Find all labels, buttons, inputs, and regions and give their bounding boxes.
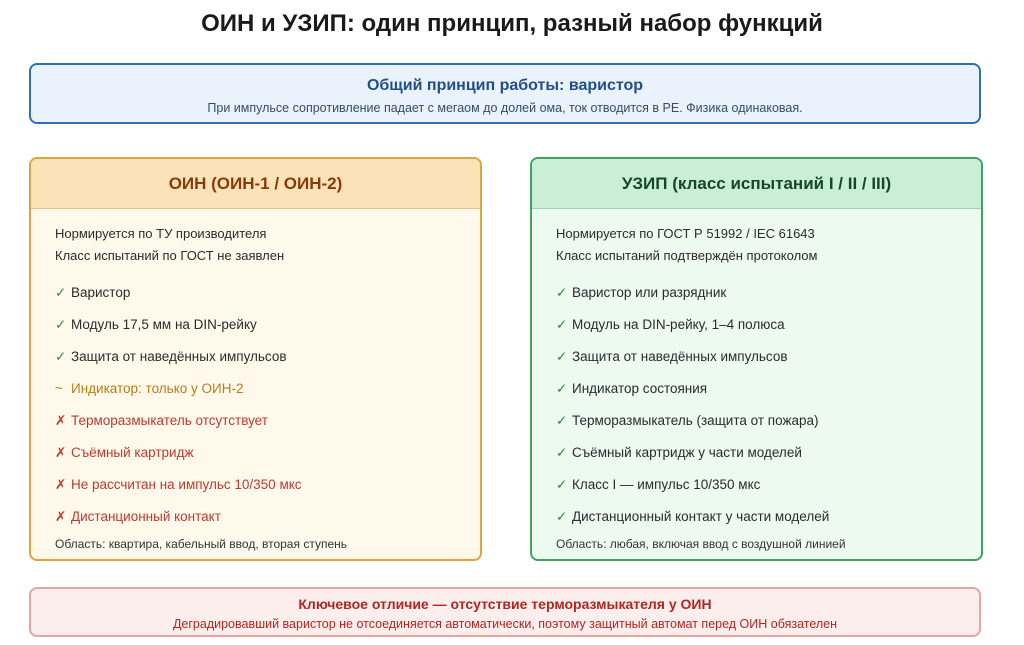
uzip-card: [530, 157, 983, 561]
principle-box: [29, 63, 981, 124]
principle-title: Общий принцип работы: варистор: [366, 77, 644, 94]
key-difference-box: [29, 587, 981, 637]
cross-icon: ✗: [55, 477, 67, 492]
principle-text: При импульсе сопротивление падает с мегаом до долей ома, ток отводится в PE. Физика одинаковая.: [207, 101, 803, 115]
feature-text: Класс I — импульс 10/350 мкс: [572, 477, 761, 492]
uzip-feature-item: [556, 373, 981, 405]
check-icon: ✓: [55, 349, 67, 364]
feature-text: Съёмный картридж: [71, 445, 194, 460]
feature-text: Защита от наведённых импульсов: [572, 349, 788, 364]
feature-text: Модуль 17,5 мм на DIN-рейку: [71, 317, 257, 332]
check-icon: ✓: [55, 285, 67, 300]
feature-text: Дистанционный контакт у части моделей: [572, 509, 830, 524]
uzip-norm-line: Нормируется по ГОСТ Р 51992 / IEC 61643: [556, 226, 815, 241]
feature-text: Терморазмыкатель отсутствует: [71, 413, 268, 428]
feature-text: Не рассчитан на импульс 10/350 мкс: [71, 477, 302, 492]
oin-feature-item: [55, 309, 480, 341]
uzip-feature-item: [556, 277, 981, 309]
oin-feature-list: [55, 277, 480, 533]
feature-text: Варистор: [71, 285, 131, 300]
oin-card: [29, 157, 482, 561]
feature-text: Варистор или разрядник: [572, 285, 727, 300]
check-icon: ✓: [556, 317, 568, 332]
oin-feature-item: [55, 405, 480, 437]
uzip-norm: [556, 223, 981, 267]
oin-norm: [55, 223, 480, 267]
oin-feature-item: [55, 437, 480, 469]
check-icon: ✓: [55, 317, 67, 332]
oin-card-header: ОИН (ОИН-1 / ОИН-2): [31, 159, 480, 209]
oin-feature-item: [55, 277, 480, 309]
oin-feature-item: [55, 373, 480, 405]
feature-text: Съёмный картридж у части моделей: [572, 445, 802, 460]
cross-icon: ✗: [55, 413, 67, 428]
oin-feature-item: [55, 501, 480, 533]
uzip-feature-item: [556, 405, 981, 437]
feature-text: Терморазмыкатель (защита от пожара): [572, 413, 819, 428]
check-icon: ✓: [556, 509, 568, 524]
cross-icon: ✗: [55, 509, 67, 524]
oin-norm-line: Нормируется по ТУ производителя: [55, 226, 267, 241]
uzip-area: Область: любая, включая ввод с воздушной линией: [556, 537, 846, 551]
oin-norm-line: Класс испытаний по ГОСТ не заявлен: [55, 248, 285, 263]
check-icon: ✓: [556, 445, 568, 460]
feature-text: Модуль на DIN-рейку, 1–4 полюса: [572, 317, 785, 332]
uzip-card-header: УЗИП (класс испытаний I / II / III): [532, 159, 981, 209]
uzip-feature-item: [556, 309, 981, 341]
check-icon: ✓: [556, 381, 568, 396]
oin-area: Область: квартира, кабельный ввод, вторая ступень: [55, 537, 347, 551]
uzip-feature-item: [556, 469, 981, 501]
uzip-feature-list: [556, 277, 981, 533]
check-icon: ✓: [556, 413, 568, 428]
feature-text: Индикатор состояния: [572, 381, 708, 396]
uzip-norm-line: Класс испытаний подтверждён протоколом: [556, 248, 818, 263]
feature-text: Индикатор: только у ОИН-2: [71, 381, 244, 396]
oin-feature-item: [55, 341, 480, 373]
oin-feature-item: [55, 469, 480, 501]
check-icon: ✓: [556, 285, 568, 300]
page-title: ОИН и УЗИП: один принцип, разный набор функций: [201, 10, 823, 37]
check-icon: ✓: [556, 349, 568, 364]
feature-text: Защита от наведённых импульсов: [71, 349, 287, 364]
key-difference-title: Ключевое отличие — отсутствие терморазмыкателя у ОИН: [298, 596, 712, 612]
check-icon: ✓: [556, 477, 568, 492]
tilde-icon: ~: [55, 381, 63, 396]
uzip-feature-item: [556, 341, 981, 373]
feature-text: Дистанционный контакт: [71, 509, 221, 524]
uzip-feature-item: [556, 437, 981, 469]
cross-icon: ✗: [55, 445, 67, 460]
uzip-feature-item: [556, 501, 981, 533]
key-difference-text: Деградировавший варистор не отсоединяется автоматически, поэтому защитный автомат перед ОИН обязателен: [172, 617, 838, 631]
